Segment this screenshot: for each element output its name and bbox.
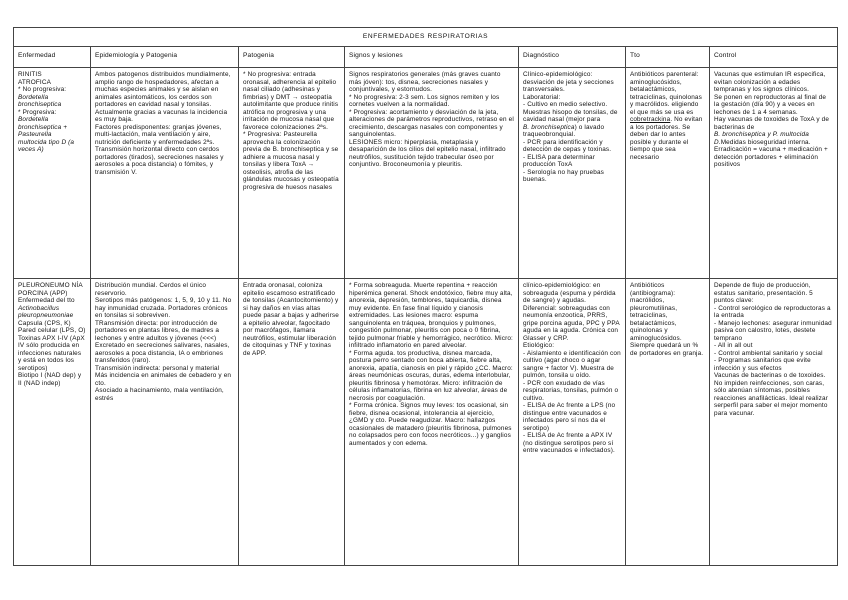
cell-text: Asociado a hacinamiento, mala ventilación, estrés: [95, 387, 224, 402]
respiratory-diseases-table: [13, 27, 838, 566]
cell-text: B. bronchiseptica y P. multocida D.: [714, 131, 809, 146]
cell-text: TRansmisión directa: por introducción de portadores en plantas libres, de madres a lechones y entre adultos y jóvenes (<<<): [95, 319, 220, 342]
cell-signs: [345, 68, 519, 279]
cell-text: Transmisión horizontal directo con cerdos portadores (tirados), secreciones nasales y aerosoles a poca distancia) o fómites, y transmisión V.: [95, 146, 224, 176]
cell-text: - Programas sanitarios que evite infección y sus efectos: [714, 357, 811, 372]
cell-text: * No progresiva:: [18, 86, 67, 93]
cell-text: Toxinas APX I-IV (ApX IV sólo producida en infecciones naturales y está en todos los serotipos): [18, 334, 85, 372]
cell-text: - ELISA de Ac frente a LPS (no distingue entre vacunados e infectados pero sí nos da el serotipo): [523, 402, 616, 432]
cell-text: Etiológico:: [523, 342, 555, 349]
cell-text: - Manejo lechones: asegurar inmunidad pasiva con calostro, lotes, destete temprano: [714, 319, 832, 342]
cell-text: - All in all out: [714, 342, 753, 349]
header-diagnosis: Diagnóstico: [519, 46, 626, 68]
document-sheet: [13, 27, 837, 566]
cell-text: - ELISA para determinar producción ToxA: [523, 153, 596, 168]
cell-text: ATROFICA: [18, 78, 52, 86]
header-signs: Signos y lesiones: [345, 46, 519, 68]
cell-text: - Aislamiento e identificación con cultivo (agar choco o agar sangre + factor V). Muestra de pulmón, tonsila u oído.: [523, 349, 621, 379]
cell-text: Erradicación = vacuna + medicación + detección portadores + eliminación positivos: [714, 146, 828, 168]
cell-text: - Control serológico de reproductoras a la entrada: [714, 304, 831, 319]
header-control: Control: [710, 46, 838, 68]
cell-text: Antibióticos (antibiograma): macrólidos, pleuromutilinas, tetraciclinas, betalactámicos, quinolonas y aminoglucósidos. Siempre quedará un % de portadores en granja.: [630, 282, 704, 357]
cell-text: Capsula (CPS, K): [18, 319, 71, 327]
header-disease: Enfermedad: [14, 46, 91, 68]
cell-text: Actinobacillus pleuropneumoniae: [18, 304, 74, 319]
cell-text: Laboratorial:: [523, 93, 561, 101]
cell-text: . No evitan a los portadores. Se deben dar lo antes posible y durante el tiempo que sea necesario: [630, 116, 703, 161]
cell-text: PLEURONEUMO NÍA PORCINA (APP): [18, 282, 83, 297]
cell-control: [710, 68, 838, 279]
cell-epidemiology: [91, 68, 239, 279]
cell-text: Más incidencia en animales de cebadero y en cto.: [95, 372, 232, 387]
cell-text: * Forma sobreaguda. Muerte repentina + reacción hiperémica general. Shock endotóxico, fiebre muy alta, anorexia, depresión, temblores, taquicardia, disnea muy evidente. En fase final líquido y cianosis extremidades. Las lesiones macro: espuma sanguinolenta en tráquea, bronquios y pulmones, congestión pulmonar, pleuritis con poca o 0 fibrina, tejido pulmonar friable y hemorrágico, necrótico. Micro: infiltrado inflamatorio en pared alveolar.: [349, 282, 513, 349]
header-pathogenesis: Patogenia: [239, 46, 345, 68]
cell-text: Se ponen en reproductoras al final de la gestación (día 90) y a veces en lechones de 1 a 4 semanas.: [714, 93, 827, 116]
cell-text: Transmisión indirecta: personal y material: [95, 364, 220, 372]
cell-text: Signos respiratorios generales (más graves cuanto más jóven): tos, disnea, secreciones nasales y conjuntivales, y estornudos.: [349, 71, 501, 93]
cell-text: LESIONES micro: hiperplasia, metaplasia y desaparición de los cilios del epitelio nasal, infiltrado neutrófilos, sustitución tejido trabecular óseo por conjuntivo. Broconeumonía y pleuritis.: [349, 138, 506, 168]
cell-text: clínico-epidemiológico: en sobreaguda (espuma y pérdida de sangre) y agudas.: [523, 282, 616, 304]
cell-signs: [345, 279, 519, 566]
cell-disease: [14, 68, 91, 279]
cell-text: veces A): [18, 146, 44, 153]
cell-treatment: [626, 68, 710, 279]
cell-text: * No progresiva: entrada oronasal, adherencia al epitelio nasal ciliado (adhesinas y fimbrias) y DMT → osteopatía autolimitante que produce rinitis atrófica no progresiva y una irritación de mucosa nasal que favorece colonizaciones 2ªs.: [243, 71, 339, 131]
cell-text: multocida tipo D (a: [18, 138, 75, 146]
cell-text: - Serología no hay pruebas buenas.: [523, 168, 604, 183]
cell-text: ) o lavado traqueobronquial.: [523, 123, 605, 138]
cell-text: Antibióticos parenteral: aminoglucósidos, betalactámicos, tetraciclinas, quinolonas y macrólidos. eligiendo el que más se usa es: [630, 71, 702, 116]
cell-text: Bordetella: [18, 93, 49, 101]
cell-diagnosis: [519, 68, 626, 279]
cell-text: bronchiseptica +: [18, 123, 68, 131]
cell-text: - Cultivo en medio selectivo. Muestras hisopo de tonsilas, de cavidad nasal (mejor para: [523, 101, 618, 123]
cell-pathogenesis: [239, 68, 345, 279]
cell-text: Factores predisponentes: granjas jóvenes, multi-lactación, mala ventilación y aire, nutrición deficiente y enfermedades 2ªs.: [95, 123, 222, 146]
cell-text: Biotipo I (NAD dep) y II (NAD indep): [18, 372, 82, 387]
cell-text: * Forma crónica. Signos muy leves: tos ocasional, sin fiebre, disnea ocasional, intolerancia al ejercicio, ¿GMD y cto. Puede reagudizar. Macro: hallazgos ocasionales de matadero (pleuritis fibrinosa, pulmones no colapsados pero con focos necróticos...) y ganglios aumentados y con edema.: [349, 402, 512, 447]
cell-text: * No progresiva: 2-3 sem. Los signos remiten y los cornetes vuelven a la normalidad.: [349, 93, 500, 108]
cell-text: Depende de flujo de producción, estatus sanitario, presentación. 5 puntos clave:: [714, 282, 813, 304]
header-row: [14, 46, 838, 68]
cell-text: B. bronchiseptica: [523, 123, 575, 131]
cell-text: Entrada oronasal, coloniza epitelio escamoso estratificado de tonsilas (Acantocitomiento) y si hay daños en vías altas puede pasar a bajas y adherirse a epitelio alveolar, fagocitado por macrófagos, llamara neutrófilos, estimular liberación de citoquinas y TNF y toxinas de APP.: [243, 282, 339, 357]
cell-text: - ELISA de Ac frente a APX IV (no distingue serotipos pero sí entre vacunados e infectados).: [523, 432, 615, 454]
cell-epidemiology: [91, 279, 239, 566]
cell-text: Hay vacunas de toxoides de ToxA y de bacterinas de: [714, 116, 830, 131]
cell-text: Serotipos más patógenos: 1, 5, 9, 10 y 11. No hay inmunidad cruzada. Portadores crónicos en tonsilas si sobreviven.: [95, 297, 232, 319]
cell-text: - PCR para identificación y detección de cepas y toxinas.: [523, 138, 612, 153]
cell-text: * Progresiva: Pasteurella aprovecha la colonización previa de B. bronchiseptica y se adhiere a mucosa nasal y tonsilas y libera ToxA → osteolisis, atrofia de las glándulas mucosas y osteopatía progresiva de huesos nasales: [243, 131, 339, 191]
cell-text: Pared celular (LPS, O): [18, 327, 86, 334]
cell-treatment: [626, 279, 710, 566]
cell-text: * Progresiva: acortamiento y desviación de la jeta, alteraciones de parámetros reproductivos, retraso en el crecimiento, descargas nasales con componentes y sanguinolentas.: [349, 108, 514, 138]
cell-text: Clínico-epidemiológico: desviación de jeta y secciones transversales.: [523, 71, 614, 93]
cell-text: - Control ambiental sanitario y social: [714, 349, 823, 357]
cell-text: Ambos patogenos distribuidos mundialmente, amplio rango de hospedadores, afectan a muchas especies animales y se aislan en animales asintomáticos, los cerdos son portadores en cavidad nasal y tonsilas. Actualmente gracias a vacunas la incidencia es muy baja.: [95, 71, 231, 123]
cell-text: Enfermedad del tto: [18, 297, 75, 304]
cell-disease: [14, 279, 91, 566]
cell-text: Vacunas que estimulan IR especifica, evitan colonización a edades tempranas y los signos clínicos.: [714, 71, 826, 93]
cell-text: Diferencial: sobreagudas con neumonía enzootica, PRRS, gripe porcina aguda, PPC y PPA aguda en la aguda. Crónica con Glasser y CRP.: [523, 304, 620, 342]
cell-text: Excretado en secreciones salivares, nasales, aerosoles a poca distancia, IA o embriones transferidos (raro).: [95, 342, 230, 364]
cell-text: cobretrackina: [630, 116, 671, 123]
header-treatment: Tto: [626, 46, 710, 68]
cell-text: Medidas bioseguridad interna.: [720, 138, 811, 146]
cell-text: bronchiseptica: [18, 101, 62, 108]
table-title: ENFERMEDADES RESPIRATORIAS: [14, 28, 838, 47]
cell-text: * Progresiva:: [18, 108, 57, 116]
cell-pathogenesis: [239, 279, 345, 566]
cell-diagnosis: [519, 279, 626, 566]
cell-text: RINITIS: [18, 71, 42, 78]
cell-text: Bordetella: [18, 116, 49, 123]
cell-text: * Forma aguda. tos productiva, disnea marcada, postura perro sentado con boca abierta, fiebre alta, anorexia, apatía, cianosis en piel y rápido ¿CC. Macro: áreas neumónicas oscuras, duras, edema interlobular, pleuritis fibrinosa y hemotórax. Micro: infiltración de células inflamatorias, fibrina en luz alveolar, áreas de necrosis por coagulación.: [349, 349, 513, 402]
cell-text: - PCR con exudado de vías respiratorias, tonsilas, pulmón o cultivo.: [523, 379, 619, 402]
cell-control: [710, 279, 838, 566]
header-epidemiology: Epidemiología y Patogenia: [91, 46, 239, 68]
cell-text: Vacunas de bacterinas o de toxoides. No impiden reinfecciones, son caras, sólo atenúan síntomas, posibles reacciones anafilácticas. Ideal realizar serperfil para saber el mejor momento para vacunar.: [714, 372, 828, 417]
table-row: [14, 279, 838, 566]
cell-text: Distribución mundial. Cerdos el único reservorio.: [95, 282, 207, 297]
cell-text: Pasteurella: [18, 131, 52, 138]
table-row: [14, 68, 838, 279]
